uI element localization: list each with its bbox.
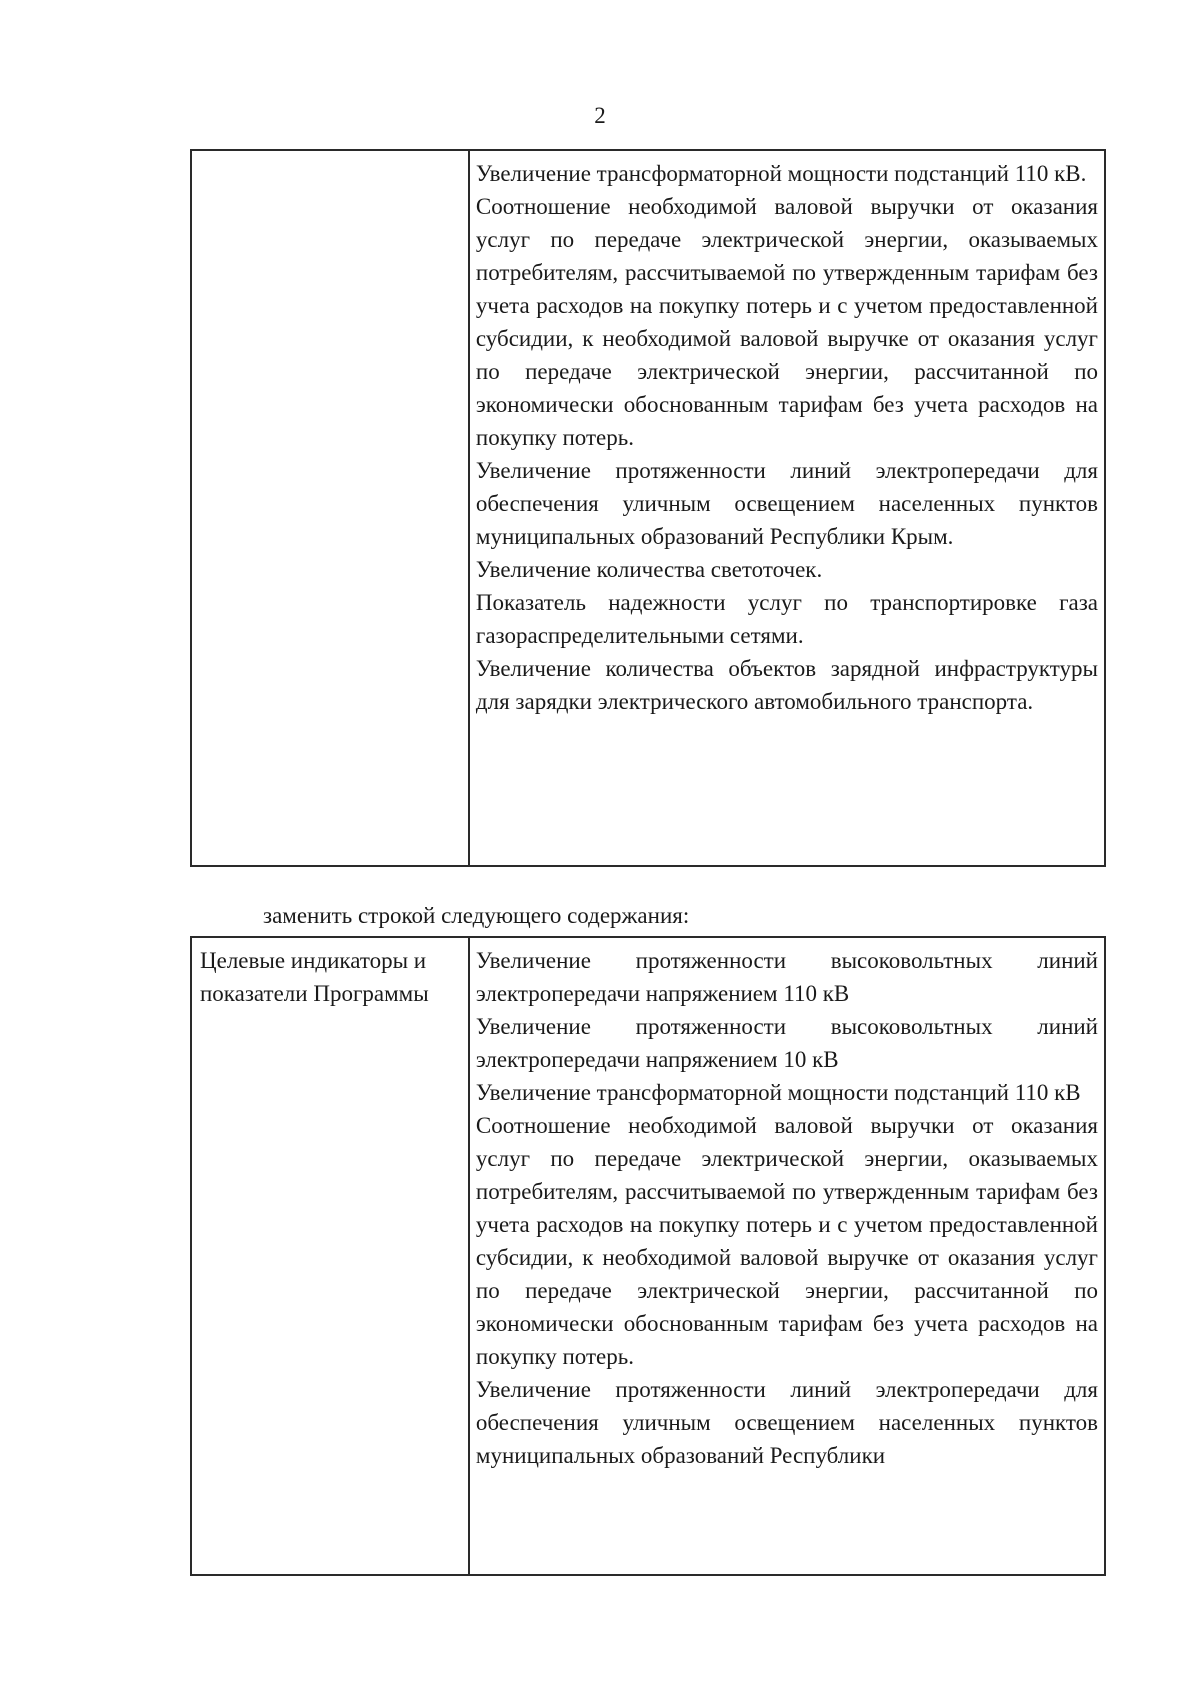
- indicator-paragraph: Соотношение необходимой валовой выручки от оказания услуг по передаче электрической энергии, оказываемых потребителям, рассчитываемой по утвержденным тарифам без учета расходов на покупку потерь и с учетом предоставленной субсидии, к необходимой валовой выручке от оказания услуг по передаче электрической энергии, рассчитанной по экономически обоснованным тарифам без учета расходов на покупку потерь.: [475, 1113, 1098, 1369]
- table-row: [191, 937, 1105, 1575]
- indicators-table-new: [190, 936, 1106, 1576]
- indicator-paragraph: Увеличение протяженности линий электропередачи для обеспечения уличным освещением населенных пунктов муниципальных образований Республики: [475, 1377, 1098, 1468]
- indicator-values-cell: [469, 150, 1105, 866]
- indicator-paragraph: Соотношение необходимой валовой выручки от оказания услуг по передаче электрической энергии, оказываемых потребителям, рассчитываемой по утвержденным тарифам без учета расходов на покупку потерь и с учетом предоставленной субсидии, к необходимой валовой выручке от оказания услуг по передаче электрической энергии, рассчитанной по экономически обоснованным тарифам без учета расходов на покупку потерь.: [475, 194, 1098, 450]
- indicator-label: Целевые индикаторы и показатели Программы: [200, 948, 429, 1006]
- replacement-instruction: заменить строкой следующего содержания:: [263, 903, 690, 928]
- indicators-table-old: [190, 149, 1106, 867]
- indicator-label-cell: [191, 150, 469, 866]
- indicator-paragraph: Увеличение трансформаторной мощности подстанций 110 кВ: [475, 1080, 1081, 1105]
- indicator-paragraph: Увеличение количества объектов зарядной инфраструктуры для зарядки электрического автомобильного транспорта.: [475, 656, 1098, 714]
- page-number: 2: [594, 103, 606, 128]
- indicator-paragraph: Увеличение протяженности высоковольтных линий электропередачи напряжением 110 кВ: [475, 948, 1098, 1006]
- indicator-paragraph: Увеличение количества светоточек.: [475, 557, 823, 582]
- table-row: [191, 150, 1105, 866]
- indicator-paragraph: Увеличение протяженности линий электропередачи для обеспечения уличным освещением населенных пунктов муниципальных образований Республики Крым.: [475, 458, 1098, 549]
- indicator-paragraph: Увеличение трансформаторной мощности подстанций 110 кВ.: [475, 161, 1087, 186]
- indicator-paragraph: Показатель надежности услуг по транспортировке газа газораспределительными сетями.: [475, 590, 1098, 648]
- indicator-values-cell: [469, 937, 1105, 1575]
- indicator-paragraph: Увеличение протяженности высоковольтных линий электропередачи напряжением 10 кВ: [475, 1014, 1098, 1072]
- indicator-label-cell: [191, 937, 469, 1575]
